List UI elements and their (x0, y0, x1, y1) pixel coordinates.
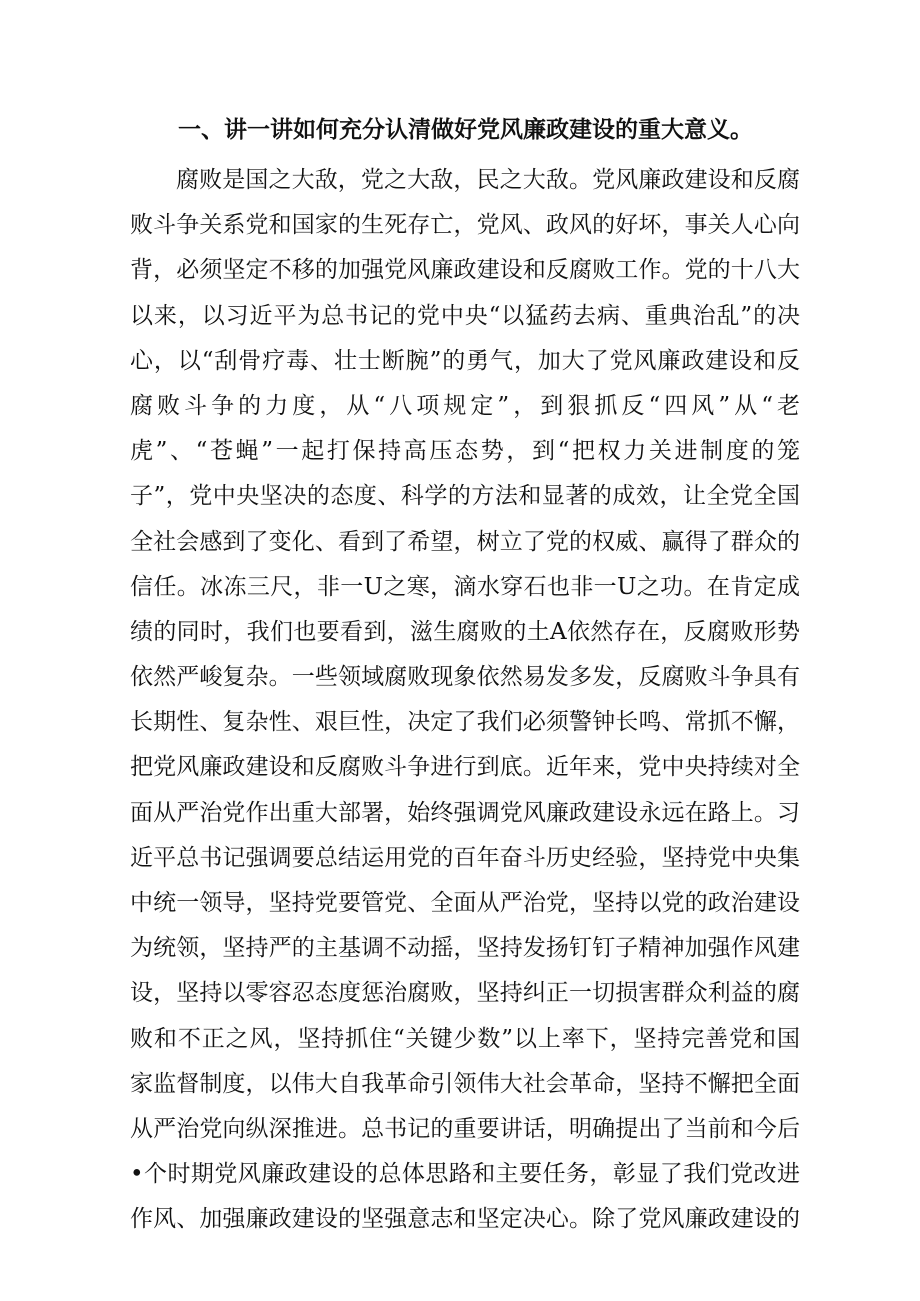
text-line: 把党风廉政建设和反腐败斗争进行到底。近年来，党中央持续对全 (130, 754, 800, 781)
text-line: 绩的同时，我们也要看到，滋生腐败的土A依然存在，反腐败形势 (130, 618, 800, 645)
body-paragraph (130, 158, 800, 1243)
text-line: 家监督制度，以伟大自我革命引领伟大社会革命，坚持不懈把全面 (130, 1070, 800, 1097)
text-line: 中统一领导，坚持党要管党、全面从严治党，坚持以党的政治建设 (130, 890, 800, 916)
text-line: 全社会感到了变化、看到了希望，树立了党的权威、赢得了群众的 (130, 528, 800, 555)
text-line: 败和不正之风，坚持抓住“关键少数”以上率下，坚持完善党和国 (130, 1025, 800, 1052)
text-line: 设，坚持以零容忍态度惩治腐败，坚持纠正一切损害群众利益的腐 (130, 980, 800, 1007)
section-heading: 一、讲一讲如何充分认清做好党风廉政建设的重大意义。 (178, 117, 753, 143)
text-line: 面从严治党作出重大部署，始终强调党风廉政建设永远在路上。习 (130, 799, 800, 826)
text-line: 以来，以习近平为总书记的党中央“以猛药去病、重典治乱”的决 (130, 302, 800, 329)
text-line: •个时期党风廉政建设的总体思路和主要任务，彰显了我们党改进 (130, 1161, 800, 1188)
text-line: 虎”、“苍蝇”一起打保持高压态势，到“把权力关进制度的笼 (130, 438, 800, 465)
text-line: 从严治党向纵深推进。总书记的重要讲话，明确提出了当前和今后 (130, 1115, 800, 1142)
text-line: 败斗争关系党和国家的生死存亡，党风、政风的好坏，事关人心向 (130, 212, 800, 239)
text-line: 依然严峻复杂。一些领域腐败现象依然易发多发，反腐败斗争具有 (130, 664, 800, 691)
text-line: 信任。冰冻三尺，非一U之寒，滴水穿石也非一U之功。在肯定成 (130, 573, 800, 600)
text-line: 长期性、复杂性、艰巨性，决定了我们必须警钟长鸣、常抓不懈， (130, 709, 800, 736)
text-line: 为统领，坚持严的主基调不动摇，坚持发扬钉钉子精神加强作风建 (130, 935, 800, 962)
text-line: 背，必须坚定不移的加强党风廉政建设和反腐败工作。党的十八大 (130, 257, 800, 284)
text-line: 心，以“刮骨疗毒、壮士断腕”的勇气，加大了党风廉政建设和反 (130, 347, 800, 374)
text-line: 腐败是国之大敌，党之大敌，民之大敌。党风廉政建设和反腐 (176, 167, 800, 193)
text-line: 腐败斗争的力度，从“八项规定”，到狠抓反“四风”从“老 (130, 392, 800, 419)
text-line: 作风、加强廉政建设的坚强意志和坚定决心。除了党风廉政建设的 (130, 1206, 800, 1233)
text-line: 近平总书记强调要总结运用党的百年奋斗历史经验，坚持党中央集 (130, 844, 800, 871)
text-line: 子”，党中央坚决的态度、科学的方法和显著的成效，让全党全国 (130, 483, 800, 510)
